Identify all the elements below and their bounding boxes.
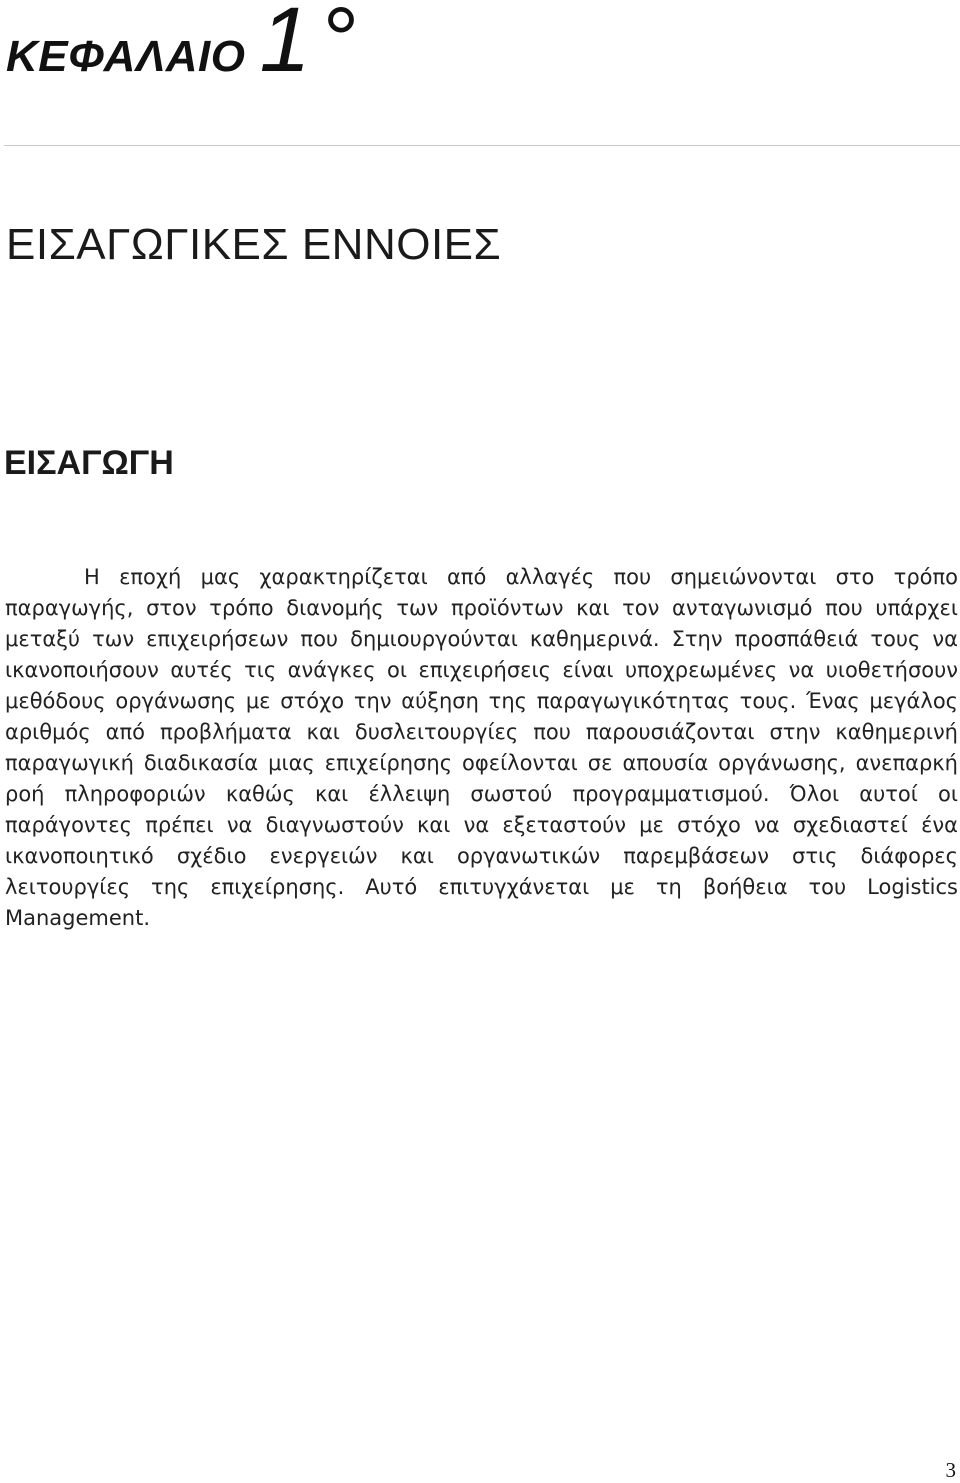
horizontal-divider (4, 145, 960, 146)
chapter-number: 1 (259, 0, 311, 91)
chapter-heading (6, 0, 360, 91)
section-title: ΕΙΣΑΓΩΓΙΚΕΣ ΕΝΝΟΙΕΣ (6, 220, 502, 269)
body-paragraph: Η εποχή μας χαρακτηρίζεται από αλλαγές που σημειώνονται στο τρόπο παραγωγής, στον τρόπο διανομής των προϊόντων και τον ανταγωνισμό που υπάρχει μεταξύ των επιχειρήσεων που δημιουργούνται καθημερινά. Στην προσπάθειά τους να ικανοποιήσουν αυτές τις ανάγκες οι επιχειρήσεις είναι υποχρεωμένες να υιοθετήσουν μεθόδους οργάνωσης με στόχο την αύξηση της παραγωγικότητας τους. Ένας μεγάλος αριθμός από προβλήματα και δυσλειτουργίες που παρουσιάζονται στην καθημερινή παραγωγική διαδικασία μιας επιχείρησης οφείλονται σε απουσία οργάνωσης, ανεπαρκή ροή πληροφοριών καθώς και έλλειψη σωστού προγραμματισμού. Όλοι αυτοί οι παράγοντες πρέπει να διαγνωστούν και να εξεταστούν με στόχο να σχεδιαστεί ένα ικανοποιητικό σχέδιο ενεργειών και οργανωτικών παρεμβάσεων στις διάφορες λειτουργίες της επιχείρησης. Αυτό επιτυγχάνεται με τη βοήθεια του Logistics Management. (5, 565, 958, 930)
page-number: 3 (945, 1458, 956, 1482)
chapter-degree-symbol: ° (322, 0, 360, 91)
chapter-word: ΚΕΦΑΛΑΙΟ (6, 32, 246, 81)
subsection-title: ΕΙΣΑΓΩΓΗ (4, 444, 174, 482)
